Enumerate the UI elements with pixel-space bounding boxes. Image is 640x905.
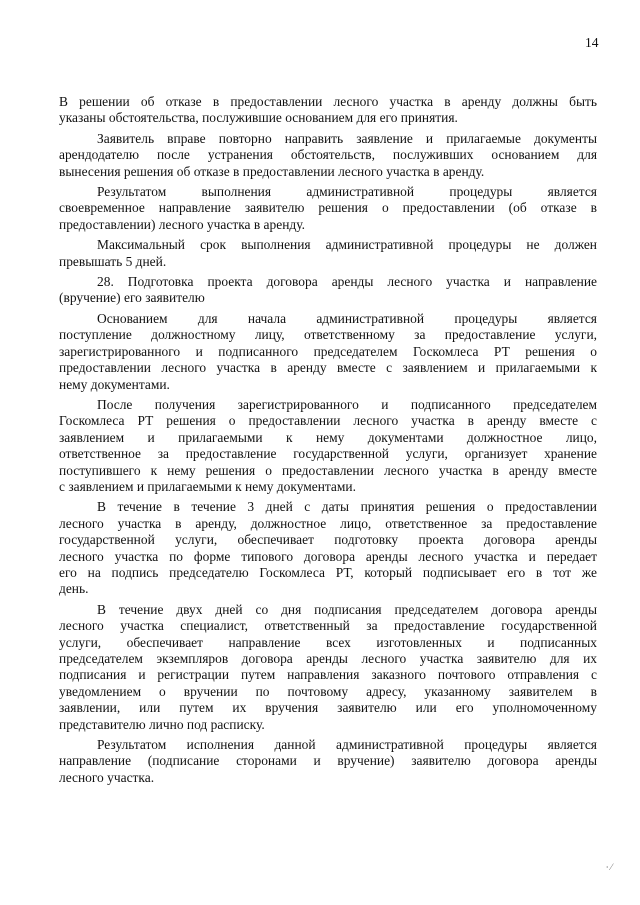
paragraph [59,131,597,180]
text-line: направление (подписание сторонами и вручение) заявителю договора аренды [59,753,597,769]
paragraph [59,274,597,307]
text-line: заявлении, или путем их вручения заявителю или его уполномоченному [59,700,597,716]
text-line: вынесения решения об отказе в предоставлении лесного участка в аренду. [59,163,485,179]
text-line: предоставлении лесного участка в аренду вместе с заявлением и прилагаемыми к [59,360,597,376]
text-line: лесного участка по форме типового договора аренды лесного участка и передает [59,548,597,564]
text-line: поступившего к нему решения о предоставлении лесного участка в аренду вместе [59,462,597,478]
text-line: день. [59,581,89,597]
text-line: поступление должностному лицу, ответственному за предоставление услуги, [59,327,597,343]
text-line: государственной услуги, обеспечивает подготовку проекта договора аренды [59,532,597,548]
text-line: лесного участка. [59,769,155,785]
text-line: с заявлением и прилагаемыми к нему документами. [59,478,356,494]
text-line: Основанием для начала административной процедуры является [97,310,597,326]
paragraph [59,237,597,270]
paragraph [59,602,597,733]
text-line: представителю лично под расписку. [59,716,265,732]
text-line: лесного участка специалист, ответственный за предоставление государственной [59,618,597,634]
text-line: его на подпись председателю Госкомлеса РТ, который подписывает его в тот же [59,564,597,580]
paragraph [59,499,597,597]
text-line: ответственное за предоставление государственной услуги, организует хранение [59,446,597,462]
text-line: После получения зарегистрированного и подписанного председателем [97,396,597,412]
text-line: В течение двух дней со дня подписания председателем договора аренды [97,601,597,617]
text-line: предоставлении) лесного участка в аренду. [59,216,305,232]
scan-mark: ⸱ ⁄ [606,862,613,872]
text-line: нему документами. [59,376,170,392]
text-line: В решении об отказе в предоставлении лесного участка в аренду должны быть [59,94,597,109]
text-line: Госкомлеса РТ решения о предоставлении лесного участка в аренду вместе с [59,413,597,429]
text-line: Максимальный срок выполнения административной процедуры не должен [97,237,597,253]
paragraph [59,94,597,127]
text-line: Результатом исполнения данной административной процедуры является [97,737,597,753]
text-line: председателем экземпляров договора аренды лесного участка заявителю для их [59,651,597,666]
text-line: (вручение) его заявителю [59,290,205,306]
document-body [59,94,597,786]
text-line: Результатом выполнения административной процедуры является [97,184,597,200]
text-line: зарегистрированного и подписанного председателем Госкомлеса РТ решения о [59,343,597,359]
paragraph [59,397,597,495]
text-line: своевременное направление заявителю решения о предоставлении (об отказе в [59,200,597,216]
text-line: заявлением и прилагаемыми к нему документами должностное лицо, [59,429,597,445]
text-line: уведомлением о вручении по почтовому адресу, указанному заявителем в [59,683,597,699]
text-line: превышать 5 дней. [59,253,167,269]
text-line: 28. Подготовка проекта договора аренды лесного участка и направление [97,274,597,290]
text-line: указаны обстоятельства, послужившие основанием для его принятия. [59,110,458,126]
text-line: услуги, обеспечивает направление всех изготовленных и подписанных [59,634,597,650]
text-line: подписания и регистрации путем направления заказного почтового отправления с [59,667,597,683]
text-line: лесного участка в аренду, должностное лицо, ответственное за предоставление [59,515,597,531]
page-number: 14 [585,35,599,50]
paragraph [59,737,597,786]
text-line: В течение в течение 3 дней с даты принятия решения о предоставлении [97,499,597,515]
paragraph [59,184,597,233]
text-line: арендодателю после устранения обстоятельств, послуживших основанием для [59,147,597,163]
paragraph [59,311,597,393]
text-line: Заявитель вправе повторно направить заявление и прилагаемые документы [97,130,597,146]
